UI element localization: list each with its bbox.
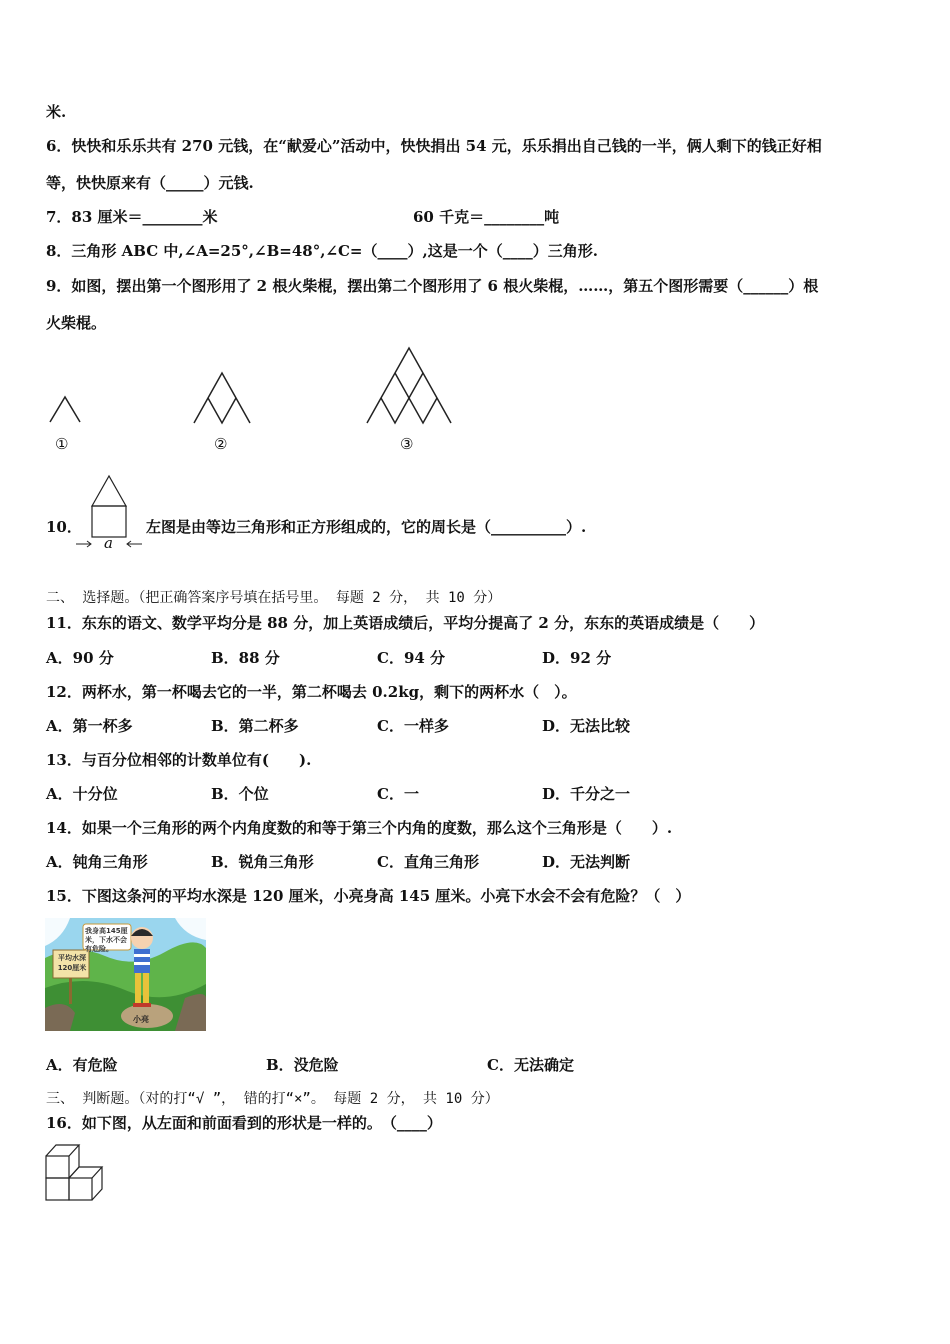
q13-option-c: C．一 [377, 785, 419, 803]
q11-option-d: D．92 分 [542, 649, 612, 667]
name-label: 小亮 [133, 1015, 149, 1024]
q12-option-b: B．第二杯多 [211, 717, 299, 735]
q16: 16．如下图，从左面和前面看到的形状是一样的。 （____） [46, 1114, 442, 1132]
q14-option-b: B．锐角三角形 [211, 853, 314, 871]
q15-option-b: B．没危险 [266, 1056, 339, 1074]
figure-label-2: ② [214, 435, 228, 453]
river-depth-picture [45, 918, 206, 1031]
q13: 13．与百分位相邻的计数单位有( ). [46, 751, 312, 769]
matchstick-figure-3 [364, 345, 454, 425]
figure-label-1: ① [55, 435, 69, 453]
q15-option-a: A．有危险 [46, 1056, 118, 1074]
figure-label-3: ③ [400, 435, 414, 453]
q7-part2: 60 千克＝________吨 [413, 208, 560, 226]
section-3-title: 三、 判断题。（对的打“√ ”， 错的打“×”。 每题 2 分， 共 10 分） [46, 1091, 499, 1107]
q13-option-a: A．十分位 [46, 785, 118, 803]
matchstick-figure-2 [192, 370, 254, 426]
q14-option-d: D．无法判断 [542, 853, 631, 871]
q11-option-b: B．88 分 [211, 649, 280, 667]
matchstick-figure-1 [48, 394, 82, 424]
q10-text: 左图是由等边三角形和正方形组成的，它的周长是（__________）. [146, 518, 587, 536]
q12: 12．两杯水，第一杯喝去它的一半，第二杯喝去 0.2kg，剩下的两杯水（ ）。 [46, 683, 577, 701]
q12-option-d: D．无法比较 [542, 717, 631, 735]
q6-line2: 等，快快原来有（_____）元钱. [46, 174, 254, 192]
q7-part1: 7．83 厘米＝________米 [46, 208, 218, 226]
q13-option-b: B．个位 [211, 785, 269, 803]
q15: 15．下图这条河的平均水深是 120 厘米，小亮身高 145 厘米。小亮下水会不会有危险？（ ） [46, 887, 691, 905]
q9-line1: 9．如图，摆出第一个图形用了 2 根火柴棍，摆出第二个图形用了 6 根火柴棍，……，第五个图形需要（______）根 [46, 277, 819, 295]
q12-option-c: C．一样多 [377, 717, 449, 735]
q6-line1: 6．快快和乐乐共有 270 元钱，在“献爱心”活动中，快快捐出 54 元，乐乐捐出自己钱的一半，俩人剩下的钱正好相 [46, 137, 822, 155]
q10-number: 10． [46, 518, 82, 536]
q14-option-a: A．钝角三角形 [46, 853, 148, 871]
q9-line2: 火柴棍。 [46, 314, 107, 332]
line-top: 米. [46, 103, 67, 121]
q13-option-d: D．千分之一 [542, 785, 631, 803]
q11-option-c: C．94 分 [377, 649, 446, 667]
section-2-title: 二、 选择题。（把正确答案序号填在括号里。 每题 2 分， 共 10 分） [46, 590, 502, 606]
cube-stack-figure [44, 1140, 106, 1204]
q14: 14．如果一个三角形的两个内角度数的和等于第三个内角的度数，那么这个三角形是（ ）. [46, 819, 673, 837]
q8: 8．三角形 ABC 中,∠A=25°,∠B=48°,∠C=（____）,这是一个（____）三角形. [46, 242, 598, 260]
q12-option-a: A．第一杯多 [46, 717, 133, 735]
speech-bubble-text: 我身高145厘米，下水不会有危险。 [85, 927, 128, 953]
q11-option-a: A．90 分 [46, 649, 114, 667]
q15-option-c: C．无法确定 [487, 1056, 574, 1074]
q14-option-c: C．直角三角形 [377, 853, 479, 871]
q11: 11．东东的语文、数学平均分是 88 分，加上英语成绩后，平均分提高了 2 分，东东的英语成绩是（ ） [46, 614, 765, 632]
side-a-label: a [104, 534, 113, 552]
depth-sign-text: 平均水深120厘米 [57, 954, 87, 972]
